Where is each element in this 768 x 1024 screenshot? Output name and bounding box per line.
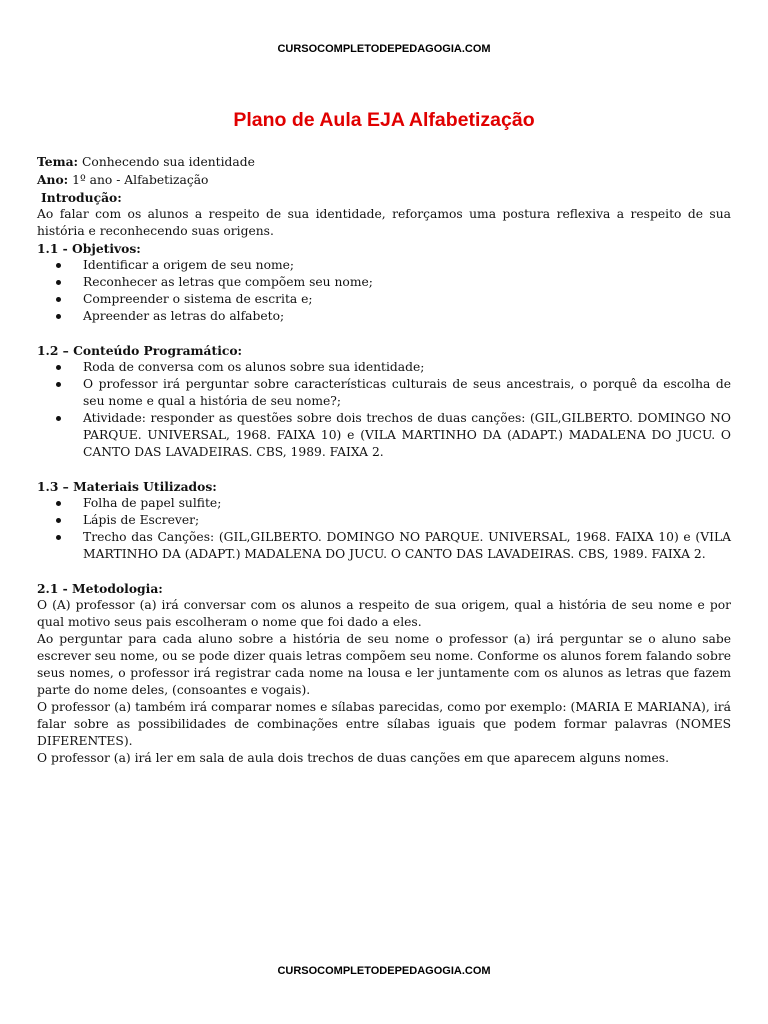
metodologia-paragraph: O professor (a) também irá comparar nomes e sílabas parecidas, como por exemplo: (MARIA E MARIANA), irá falar sobre as possibilidades de combinações entre sílabas iguais que podem formar palavras (NOMES DIFERENTES). bbox=[37, 700, 731, 748]
list-item-text: Lápis de Escrever; bbox=[83, 513, 200, 527]
site-header: CURSOCOMPLETODEPEDAGOGIA.COM bbox=[277, 43, 491, 55]
bullet-icon bbox=[56, 382, 61, 387]
ano-field bbox=[37, 171, 731, 189]
list-item bbox=[37, 274, 731, 291]
list-item-text: Folha de papel sulfite; bbox=[83, 496, 222, 510]
conteudo-list bbox=[37, 359, 731, 461]
introducao-text: Ao falar com os alunos a respeito de sua identidade, reforçamos uma postura reflexiva a respeito de sua história e reconhecendo suas origens. bbox=[37, 207, 731, 238]
document-title: Plano de Aula EJA Alfabetização bbox=[233, 109, 535, 131]
objetivos-heading: 1.1 - Objetivos: bbox=[37, 241, 141, 256]
list-item-text: O professor irá perguntar sobre características culturais de seus ancestrais, o porquê da escolha de seu nome e qual a história de seu nome?; bbox=[83, 377, 731, 408]
metodologia-paragraph: O (A) professor (a) irá conversar com os alunos a respeito de sua origem, qual a história de seu nome e por qual motivo seus pais escolheram o nome que foi dado a eles. bbox=[37, 598, 731, 629]
list-item-text: Roda de conversa com os alunos sobre sua identidade; bbox=[83, 360, 425, 374]
materiais-list bbox=[37, 495, 731, 563]
bullet-icon bbox=[56, 365, 61, 370]
materiais-heading: 1.3 – Materiais Utilizados: bbox=[37, 479, 217, 494]
metodologia-heading: 2.1 - Metodologia: bbox=[37, 581, 163, 596]
ano-value: 1º ano - Alfabetização bbox=[72, 173, 209, 187]
list-item bbox=[37, 308, 731, 325]
bullet-icon bbox=[56, 314, 61, 319]
objetivos-list bbox=[37, 257, 731, 325]
list-item-text: Reconhecer as letras que compõem seu nome; bbox=[83, 275, 373, 289]
ano-label: Ano: bbox=[37, 172, 69, 187]
list-item bbox=[37, 410, 731, 461]
bullet-icon bbox=[56, 416, 61, 421]
list-item bbox=[37, 512, 731, 529]
site-footer: CURSOCOMPLETODEPEDAGOGIA.COM bbox=[277, 965, 491, 977]
tema-label: Tema: bbox=[37, 154, 79, 169]
bullet-icon bbox=[56, 263, 61, 268]
conteudo-heading: 1.2 – Conteúdo Programático: bbox=[37, 343, 243, 358]
list-item-text: Apreender as letras do alfabeto; bbox=[83, 309, 285, 323]
list-item-text: Compreender o sistema de escrita e; bbox=[83, 292, 313, 306]
list-item bbox=[37, 291, 731, 308]
tema-value: Conhecendo sua identidade bbox=[82, 155, 255, 169]
bullet-icon bbox=[56, 518, 61, 523]
list-item-text: Identificar a origem de seu nome; bbox=[83, 258, 295, 272]
list-item-text: Trecho das Canções: (GIL,GILBERTO. DOMINGO NO PARQUE. UNIVERSAL, 1968. FAIXA 10) e (VILA MARTINHO DA (ADAPT.) MADALENA DO JUCU. O CANTO DAS LAVADEIRAS. CBS, 1989. FAIXA 2. bbox=[83, 530, 731, 561]
list-item bbox=[37, 376, 731, 410]
list-item bbox=[37, 257, 731, 274]
introducao-heading: Introdução: bbox=[41, 190, 122, 205]
list-item bbox=[37, 359, 731, 376]
bullet-icon bbox=[56, 501, 61, 506]
metodologia-paragraph: O professor (a) irá ler em sala de aula dois trechos de duas canções em que aparecem alguns nomes. bbox=[37, 751, 670, 765]
bullet-icon bbox=[56, 280, 61, 285]
bullet-icon bbox=[56, 297, 61, 302]
tema-field bbox=[37, 153, 731, 171]
list-item bbox=[37, 495, 731, 512]
list-item bbox=[37, 529, 731, 563]
document-body bbox=[37, 153, 731, 767]
bullet-icon bbox=[56, 535, 61, 540]
metodologia-paragraph: Ao perguntar para cada aluno sobre a história de seu nome o professor (a) irá perguntar se o aluno sabe escrever seu nome, ou se pode dizer quais letras compõem seu nome. Conforme os alunos forem falando sobre seus nomes, o professor irá registrar cada nome na lousa e ler juntamente com os alunos as letras que fazem parte do nome deles, (consoantes e vogais). bbox=[37, 632, 731, 697]
list-item-text: Atividade: responder as questões sobre dois trechos de duas canções: (GIL,GILBERTO. DOMINGO NO PARQUE. UNIVERSAL, 1968. FAIXA 10) e (VILA MARTINHO DA (ADAPT.) MADALENA DO JUCU. O CANTO DAS LAVADEIRAS. CBS, 1989. FAIXA 2. bbox=[83, 411, 731, 459]
